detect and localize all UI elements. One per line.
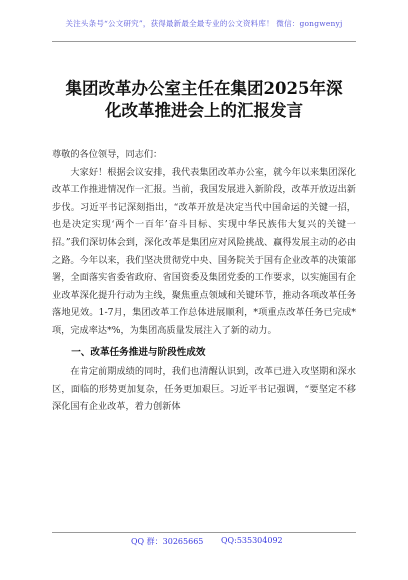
body-paragraph: 大家好！根据会议安排，我代表集团改革办公室，就今年以来集团深化改革工作推进情况作一汇报。当前，我国发展进入新阶段，改革开放迈出新步伐。习近平书记深刻指出，“改革开放是决定当代中国命运的关键一招，也是决定实现‘两个一百年’奋斗目标、实现中华民族伟大复兴的关键一招。”我们深切体会到，深化改革是集团应对风险挑战、赢得发展主动的必由之路。今年以来，我们坚决贯彻党中央、国务院关于国有企业改革的决策部署，全面落实省委省政府、省国资委及集团党委的工作要求，以实施国有企业改革深化提升行动为主线，聚焦重点领域和关键环节，推动各项改革任务落地见效。1-7月，集团改革工作总体进展顺利，*项重点改革任务已完成*项，完成率达*%，为集团高质量发展注入了新的动力。 [52,166,356,336]
footer-qq-contact: QQ:535304092 [221,536,283,545]
header-banner: 关注头条号“公文研究”，获得最新最全最专业的公文资料库！ 微信：gongwenyj [65,19,343,28]
section-paragraph: 在肯定前期成绩的同时，我们也清醒认识到，改革已进入攻坚期和深水区，面临的形势更加复杂，任务更加艰巨。习近平书记强调，“要坚定不移深化国有企业改革，着力创新体 [52,366,356,413]
header-divider [52,41,356,42]
footer-divider [52,532,356,533]
section-heading: 一、改革任务推进与阶段性成效 [71,346,206,358]
footer-qq-group: QQ 群：30265665 [131,537,204,546]
document-title: 集团改革办公室主任在集团2025年深化改革推进会上的汇报发言 [65,79,343,120]
salutation: 尊敬的各位领导，同志们： [52,149,163,160]
document-body [52,146,356,416]
